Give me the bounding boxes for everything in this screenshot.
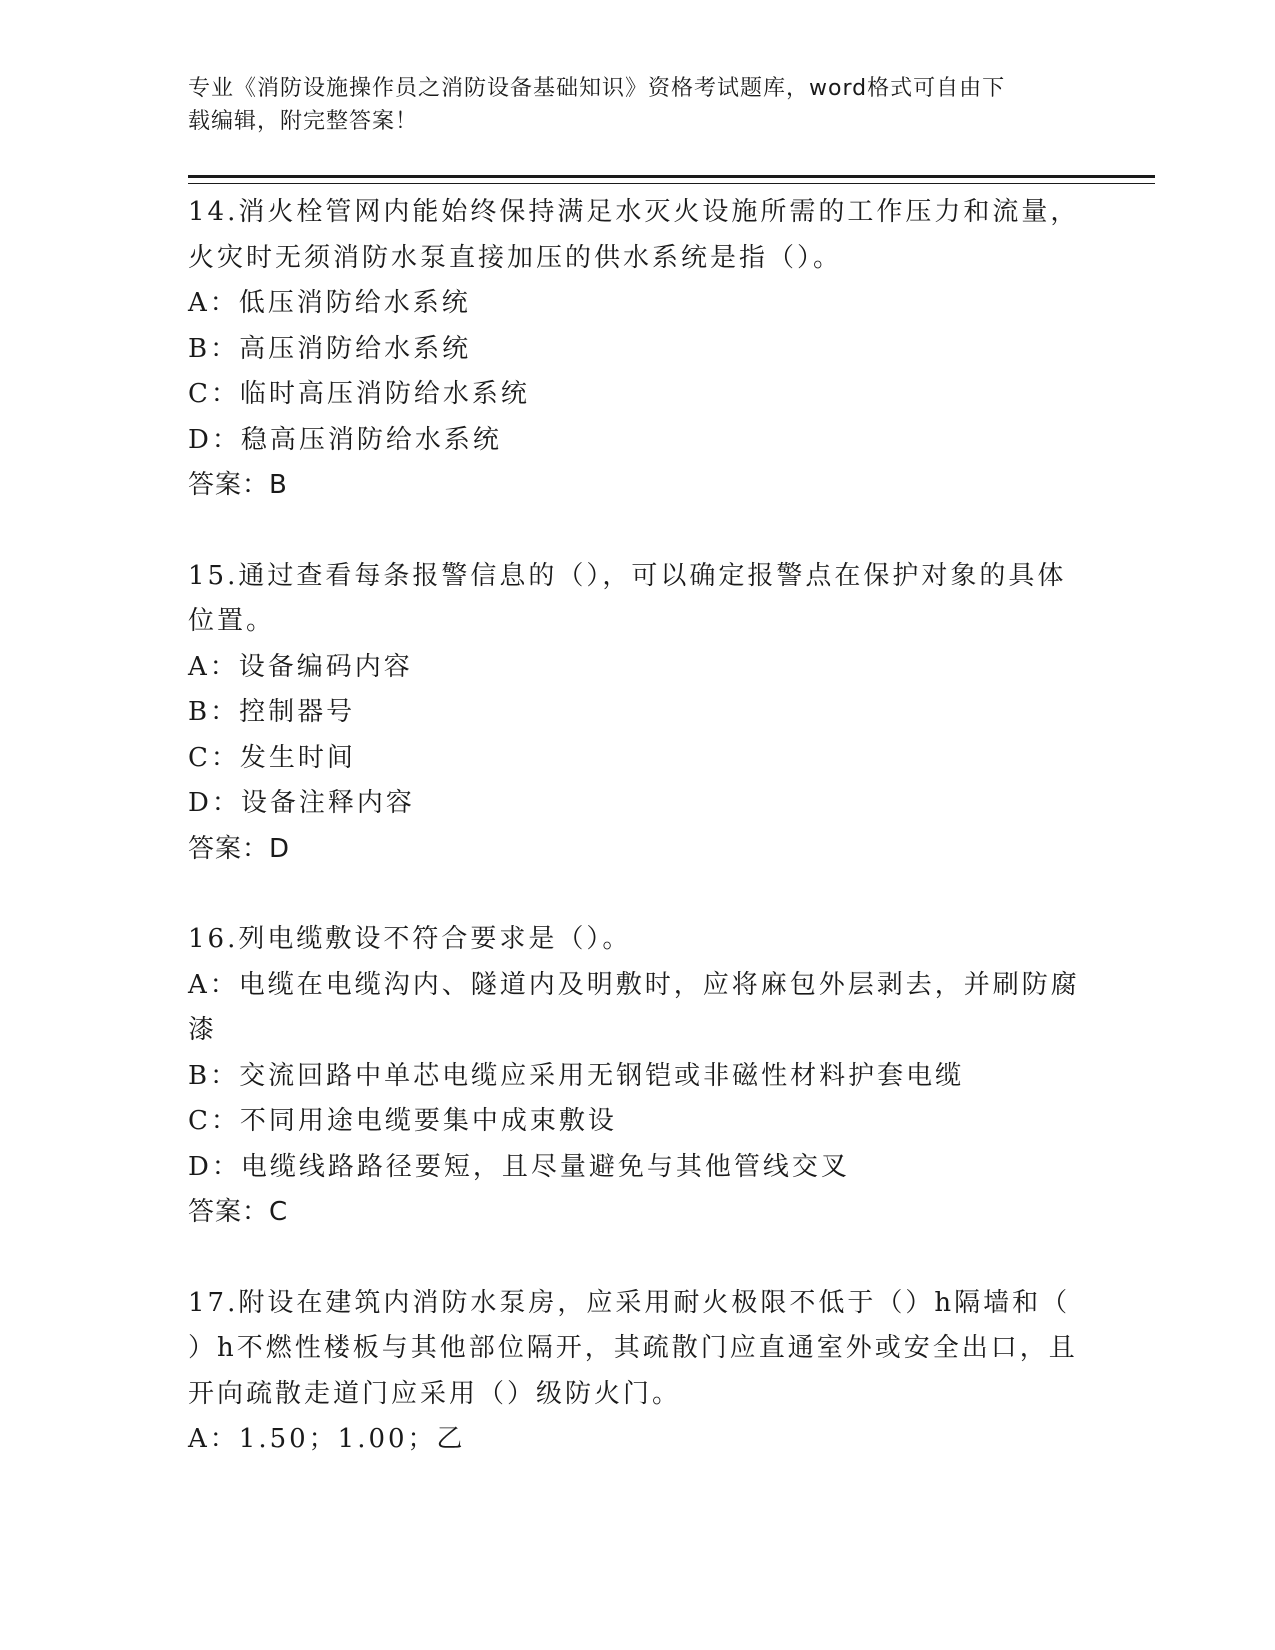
header-line-1: 专业《消防设施操作员之消防设备基础知识》资格考试题库，word格式可自由下 xyxy=(188,76,1006,101)
question-16-answer: 答案：C xyxy=(188,1197,289,1227)
question-16-option-c: C：不同用途电缆要集中成束敷设 xyxy=(188,1106,617,1136)
question-14-option-b: B：高压消防给水系统 xyxy=(188,333,472,364)
question-15-option-d: D：设备注释内容 xyxy=(188,788,415,818)
question-14-answer: 答案：B xyxy=(188,470,288,500)
question-16 xyxy=(188,917,1088,1236)
question-16-text-line-1: 16.列电缆敷设不符合要求是（）。 xyxy=(188,924,632,954)
question-17-text-line-2: ）h不燃性楼板与其他部位隔开，其疏散门应直通室外或安全出口，且 xyxy=(188,1333,1078,1363)
question-17-option-a: A：1.50；1.00；乙 xyxy=(188,1424,466,1454)
question-14-text-line-2: 火灾时无须消防水泵直接加压的供水系统是指（）。 xyxy=(188,242,843,273)
header-rule-thick xyxy=(188,175,1155,178)
question-16-option-b: B：交流回路中单芯电缆应采用无钢铠或非磁性材料护套电缆 xyxy=(188,1060,965,1091)
question-16-option-a: A：电缆在电缆沟内、隧道内及明敷时，应将麻包外层剥去，并刷防腐 xyxy=(188,969,1080,1000)
question-16-option-d: D：电缆线路路径要短，且尽量避免与其他管线交叉 xyxy=(188,1151,850,1182)
question-16-option-a-continued: 漆 xyxy=(188,1015,218,1045)
document-header xyxy=(188,72,1068,138)
header-rule-thin xyxy=(188,183,1155,184)
question-15-option-a: A：设备编码内容 xyxy=(188,651,413,682)
question-15-option-b: B：控制器号 xyxy=(188,697,356,727)
question-14-option-a: A：低压消防给水系统 xyxy=(188,288,471,318)
header-line-2: 载编辑，附完整答案！ xyxy=(188,109,419,134)
question-14-option-c: C：临时高压消防给水系统 xyxy=(188,379,530,409)
question-15-text-line-2: 位置。 xyxy=(188,606,276,636)
question-17-text-line-3: 开向疏散走道门应采用（）级防火门。 xyxy=(188,1378,682,1409)
question-15-answer: 答案：D xyxy=(188,833,291,864)
question-14-option-d: D：稳高压消防给水系统 xyxy=(188,424,502,455)
question-17 xyxy=(188,1281,1088,1463)
question-15 xyxy=(188,554,1088,873)
question-list xyxy=(188,190,1088,1508)
question-17-text-line-1: 17.附设在建筑内消防水泵房，应采用耐火极限不低于（）h隔墙和（ xyxy=(188,1287,1071,1318)
question-14 xyxy=(188,190,1088,509)
question-14-text-line-1: 14.消火栓管网内能始终保持满足水灭火设施所需的工作压力和流量， xyxy=(188,197,1080,227)
question-15-text-line-1: 15.通过查看每条报警信息的（），可以确定报警点在保护对象的具体 xyxy=(188,560,1067,591)
question-15-option-c: C：发生时间 xyxy=(188,742,356,773)
